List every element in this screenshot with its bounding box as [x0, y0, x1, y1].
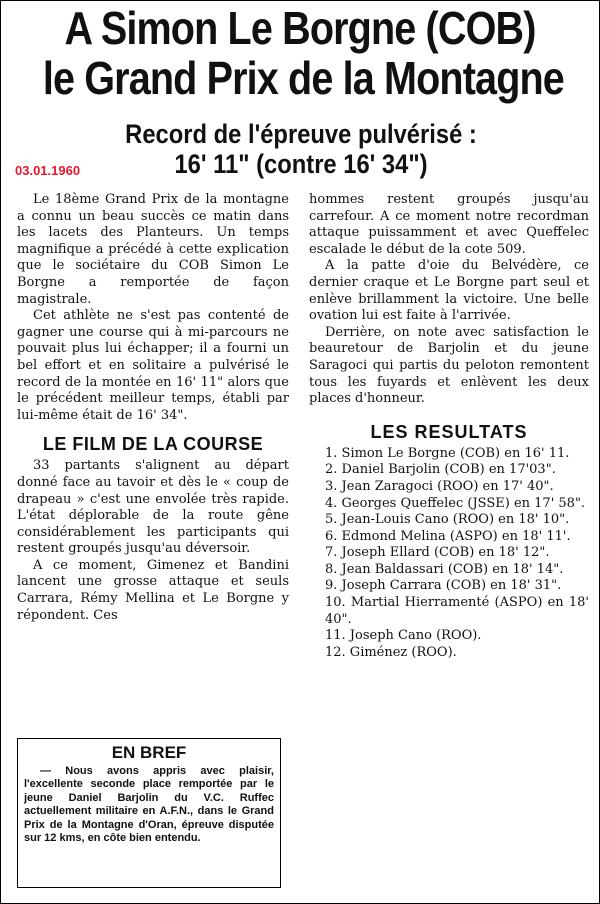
- subheadline-line-2: 16' 11" (contre 16' 34"): [174, 149, 428, 179]
- result-item: 3. Jean Zaragoci (ROO) en 17' 40".: [325, 478, 554, 494]
- headline-line-2: le Grand Prix de la Montagne: [42, 52, 564, 104]
- date-stamp: 03.01.1960: [15, 163, 81, 178]
- result-item: 6. Edmond Melina (ASPO) en 18' 11'.: [325, 528, 571, 544]
- article-paragraph: Cet athlète ne s'est pas contenté de gagner une course qui à mi-parcours ne pouvait plus lui échapper; il a fourni un bel effort et en solitaire a pulvérisé le record de la montée en 16' 11" alors que le précédent meilleur temps, établi par lui-même était de 16' 34".: [17, 308, 289, 423]
- news-brief-box: [17, 738, 281, 888]
- brief-title: EN BREF: [111, 743, 187, 762]
- result-item: 10. Martial Hierramenté (ASPO) en 18' 40".: [325, 595, 589, 627]
- article-paragraph: hommes restent groupés jusqu'au carrefour. A ce moment notre recordman attaque puissamment et avec Queffelec escalade le début de la cote 509.: [309, 192, 589, 257]
- result-item: 12. Giménez (ROO).: [325, 644, 457, 660]
- result-item: 5. Jean-Louis Cano (ROO) en 18' 10".: [325, 512, 570, 528]
- results-section-title: LES RESULTATS: [370, 421, 528, 442]
- brief-text: — Nous avons appris avec plaisir, l'excellente seconde place remportée par le jeune Daniel Barjolin du V.C. Ruffec actuellement militaire en A.F.N., dans le Grand Prix de la Montagne d'Oran, épreuve disputée sur 12 kms, en côte bien entendu.: [24, 765, 274, 845]
- subheadline: [125, 119, 477, 179]
- film-section-title: LE FILM DE LA COURSE: [42, 434, 264, 455]
- article-paragraph: 33 partants s'alignent au départ donné face au tavoir et dès le « coup de drapeau » c'est une envolée très rapide. L'état déplorable de la route gêne considérablement les participants qui restent groupés jusqu'au déversoir.: [17, 458, 289, 557]
- result-item: 4. Georges Queffelec (JSSE) en 17' 58".: [325, 495, 586, 511]
- result-item: 8. Jean Baldassari (COB) en 18' 14".: [325, 561, 564, 577]
- result-item: 2. Daniel Barjolin (COB) en 17'03".: [325, 462, 556, 478]
- headline-line-1: A Simon Le Borgne (COB): [64, 2, 536, 54]
- subheadline-line-1: Record de l'épreuve pulvérisé :: [125, 119, 477, 149]
- article-column-right: [309, 192, 589, 661]
- article-column-left: [17, 192, 289, 624]
- headline: [42, 2, 564, 104]
- result-item: 7. Joseph Ellard (COB) en 18' 12".: [325, 545, 550, 561]
- article-paragraph: A ce moment, Gimenez et Bandini lancent une grosse attaque et seuls Carrara, Rémy Mellina et Le Borgne y répondent. Ces: [17, 557, 289, 623]
- result-item: 9. Joseph Carrara (COB) en 18' 31".: [325, 578, 562, 594]
- result-item: 11. Joseph Cano (ROO).: [325, 628, 482, 644]
- article-paragraph: Le 18ème Grand Prix de la montagne a connu un beau succès ce matin dans les lacets des Planteurs. Un temps magnifique a précédé à cette explication que le sociétaire du COB Simon Le Borgne a remportée de façon magistrale.: [17, 192, 289, 307]
- article-paragraph: A la patte d'oie du Belvédère, ce dernier craque et Le Borgne part seul et enlève brillamment la victoire. Une belle ovation lui est faite à l'arrivée.: [309, 258, 589, 324]
- results-list: [309, 446, 589, 662]
- result-item: 1. Simon Le Borgne (COB) en 16' 11.: [325, 445, 570, 461]
- article-paragraph: Derrière, on note avec satisfaction le beauretour de Barjolin et du jeune Saragoci qui partis du peloton remontent tous les fuyards et enlèvent les deux places d'honneur.: [309, 324, 589, 407]
